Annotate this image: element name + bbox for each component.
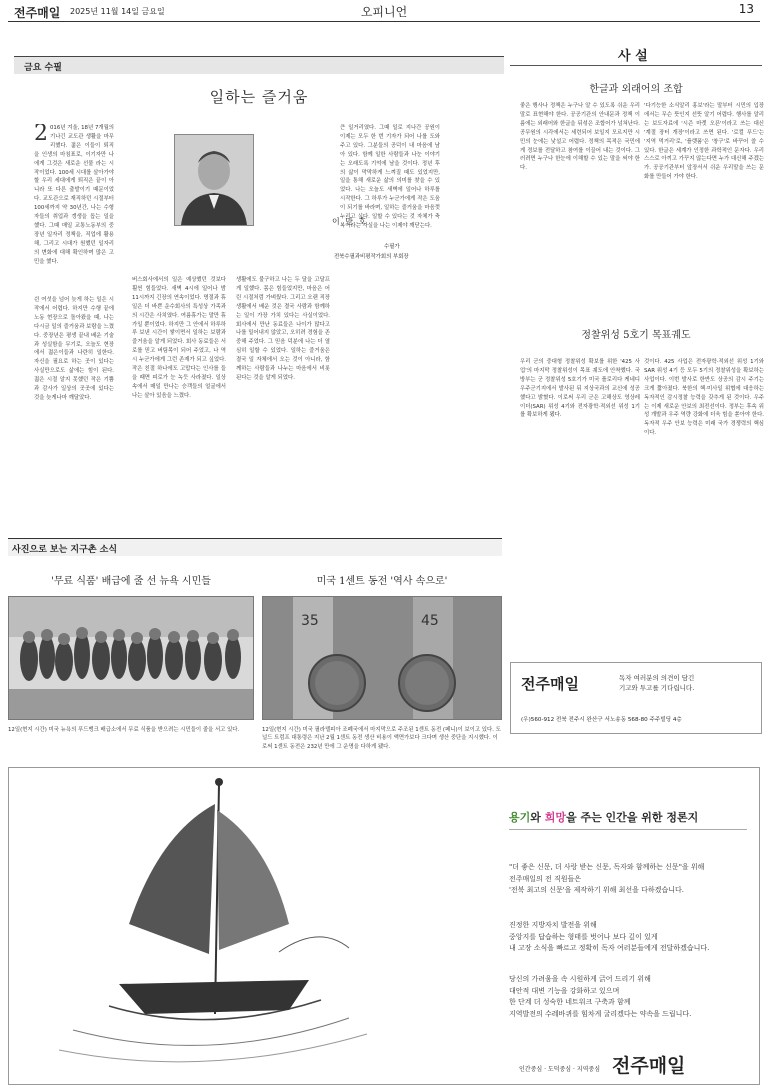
penny-image xyxy=(263,597,501,719)
newspaper-ad xyxy=(8,767,760,1085)
editorial-2-col1-text: 우리 군의 중대형 정찰위성 확보를 위한 '425 사업'의 마지막 정찰위성이 목표 궤도에 안착했다. 국방부는 군 정찰위성 5호기가 미국 플로리다 케네디 우주군기지에서 발사된 뒤 지상국과의 교신에 성공했다고 밝혔다. 이로써 우리 군은 고해상도 영상레이더(SAR) 위성 4기와 전자광학·적외선 위성 1기를 확보하게 됐다. xyxy=(520,359,640,419)
ruler-mark-45: 45 xyxy=(421,613,439,629)
editorial-2-column-1 xyxy=(520,358,640,658)
section-title: 오피니언 xyxy=(360,5,408,19)
ad-title-word-1: 용기 xyxy=(509,811,531,824)
ad-title-word-2: 와 xyxy=(530,811,545,824)
ad-divider xyxy=(509,829,747,830)
ship-illustration xyxy=(49,774,369,1080)
editorial-1-column-2 xyxy=(644,102,764,362)
opinion-address: (우)560-912 전북 전주시 완산구 서노송동 568-80 주주빌딩 4층 xyxy=(521,717,682,723)
editorial-2-col2-text: 것이다. 425 사업은 전자광학·적외선 위성 1기와 SAR 위성 4기 등 모두 5기의 정찰위성을 확보하는 사업이다. 이번 발사로 한반도 상공의 감시 주기는 크게 짧아졌다. 북한의 핵·미사일 위협에 대응하는 독자적인 감시정찰 능력을 갖추게 된 것이다. 우주는 이제 새로운 안보의 최전선이다. 정부는 후속 위성 개발과 우주 역량 강화에 더욱 힘을 쏟아야 한다. 독자적 우주 안보 능력은 미래 국가 경쟁력의 핵심이다. xyxy=(644,359,764,437)
opinion-logo: 전주매일 xyxy=(521,675,579,693)
author-role: 수필가 xyxy=(384,244,400,250)
editorial-2-column-2 xyxy=(644,358,764,658)
ad-logo: 전주매일 xyxy=(612,1055,686,1077)
editorial-label: 사 설 xyxy=(618,49,648,64)
ad-tagline: 인간중심 · 도덕중심 · 지역중심 xyxy=(519,1066,600,1073)
photo-news-bar xyxy=(8,538,502,556)
essay-title: 일하는 즐거움 xyxy=(209,88,309,106)
essay-column-3 xyxy=(236,276,330,512)
page-number: 13 xyxy=(738,2,754,16)
editorial-1-col1-text: 좋은 행사나 정책은 누구나 알 수 있도록 쉬운 우리말로 표현해야 한다. 공공기관의 안내문과 정책 이름에는 외래어와 한글을 뒤섞은 조합어가 넘쳐난다. 공무원의 시각에서는 세련되어 보일지 모르지만 시민의 눈에는 낯설고 어렵다. 정책의 목적은 국민에게 정보를 전달하고 참여를 이끌어 내는 것이다. 그러려면 누구나 한눈에 이해할 수 있는 말을 써야 한다. xyxy=(520,103,640,172)
ad-headline xyxy=(509,809,698,825)
ad-title-word-4: 을 주는 인간을 위한 정론지 xyxy=(566,811,699,824)
reader-submission-box xyxy=(510,662,762,734)
essay-col1-text: 016년 겨울, 18년 7개월의 기나긴 교도관 생활을 마무리했다. 젊은 이들이 퇴직을 인생의 마침표로, 이기자만 나에게 그것은 새로운 선물 라는 시작이었다. 100세 시대를 살아가야 할 우리 세대에게 퇴직은 끝이 아니라 또 다른 출발이기 때문이었다. 교도관으로 재직하던 시절부터 100세까지 약 30년간, 나는 수형자들의 취업과 갱생을 돕는 일을 했다. 그때 매일 교통노동부의 중장년 일자리 정책을, 직업에 활용해, 그리고 시대가 원했던 일자리의 변화에 대해 확인하며 많은 고민을 했다. xyxy=(34,125,114,265)
author-name: 이 만 호 xyxy=(332,217,368,226)
photo-news-label: 사진으로 보는 지구촌 소식 xyxy=(12,545,118,555)
essay-column-4 xyxy=(340,124,440,512)
editorial-1-col2-text: '다기능한 소식알리 홍보'라는 말부터 시민의 입장에서는 무슨 뜻인지 선뜻 알기 어렵다. 행사를 알리는 보도자료에 '시즌 마켓 오픈'이라고 쓰는 대신 '계절 장터 개장'이라고 쓰면 된다. '로컬 푸드'는 '지역 먹거리'로, '플랫폼'은 '창구'로 바꾸어 쓸 수 있다. 한글은 세계가 인정한 과학적인 문자다. 우리 스스로 아끼고 가꾸지 않는다면 누가 대신해 주겠는가. 공공기관부터 앞장서서 쉬운 우리말을 쓰는 문화를 만들어 가야 한다. xyxy=(644,103,764,181)
essay-column-1 xyxy=(34,124,114,292)
essay-col2-text: 버스회사에서의 일은 예상했던 것보다 훨씬 힘들었다. 새벽 4시에 일어나 밤 11시까지 긴장의 연속이었다. 명절과 휴일은 더 바쁜 운수회사의 특성상 가족과의 시간은 사치였다. 여름휴가는 말만 휴가일 뿐이었다. 하지만 그 안에서 하루하루 보낸 시간이 쌓이면서 일하는 보람과 즐거움을 알게 되었다. 회사 동료들은 서로를 믿고 버팀목이 되어 주었고, 나 역시 누군가에게 그런 존재가 되고 싶었다. 작은 친절 하나에도 고맙다는 인사를 들을 때면 피로가 눈 녹듯 사라졌다. 일상 속에서 매일 만나는 승객들의 얼굴에서 나는 살아 있음을 느꼈다. xyxy=(132,277,226,399)
author-portrait xyxy=(174,134,254,226)
photo-2-caption: 12일(현지 시간) 미국 필라델피아 조폐국에서 마지막으로 주조된 1센트 동전 (페니)이 보이고 있다. 도널드 트럼프 대통령은 지난 2월 1센트 동전 생산 비용이 액면가보다 크다며 생산 중단을 지시했다. 이로써 1센트 동전은 232년 만에 그 운명을 다하게 됐다. xyxy=(262,727,501,750)
essay-tag: 금요 수필 xyxy=(24,63,62,73)
opinion-line-2: 기고와 투고를 기다립니다. xyxy=(619,684,695,692)
ad-title-word-3: 희망 xyxy=(544,811,566,824)
drop-cap: 2 xyxy=(34,124,48,146)
food-line-image xyxy=(9,597,253,719)
essay-tag-bar xyxy=(14,56,504,74)
author-affiliation: 전북수필과비평작가회의 부회장 xyxy=(334,254,409,260)
photo-2-title: 미국 1센트 동전 '역사 속으로' xyxy=(316,576,448,587)
ad-paragraph-3: 당신의 가려움을 속 시원하게 긁어 드리기 위해 대안적 대변 기능을 강화하고 있으며 한 단계 더 성숙한 네트워크 구축과 함께 지역발전의 수레바퀴를 힘차게 굴리겠다는 약속을 드립니다. xyxy=(509,975,692,1018)
photo-1-caption: 12일(현지 시간) 미국 뉴욕의 푸드뱅크 배급소에서 무료 식품을 받으려는 시민들이 줄을 서고 있다. xyxy=(8,727,240,733)
essay-col3-text: 생활에도 불구하고 나는 두 달을 고달프게 일했다. 몸은 힘들었지만, 마음은 어린 시절처럼 가벼웠다. 그리고 오랜 직장 생활에서 배운 것은 결국 사람과 함께하는 일이 가장 가치 있다는 사실이었다. 회사에서 만난 동료들은 나이가 많다고 나를 밀어내지 않았고, 오히려 경험을 존중해 주었다. 그 믿음 덕분에 나는 더 열심히 일할 수 있었다. 일하는 즐거움은 결국 일 자체에서 오는 것이 아니라, 함께하는 사람들과 나누는 마음에서 비롯된다는 것을 알게 되었다. xyxy=(236,277,330,381)
editorial-title-1: 한글과 외래어의 조합 xyxy=(589,84,683,95)
essay-column-2 xyxy=(132,276,226,512)
newspaper-logo: 전주매일 xyxy=(14,6,61,20)
issue-date: 2025년 11월 14일 금요일 xyxy=(70,7,165,16)
editorial-header xyxy=(510,40,762,66)
essay-col1b-text: 쉰 여섯을 넘어 늦게 하는 일은 시작에서 어렵다. 하지만 수행 끝에 노동 현장으로 돌아왔을 때, 나는 다시금 일의 즐거움과 보람을 느꼈다. 중장년은 평생 끝내 배운 기술과 성실함을 무기로, 오늘도 현장에서 젊은이들과 나란히 일한다. 자신을 필요로 하는 곳이 있다는 사실만으로도 삶에는 힘이 된다. 젊은 시절 알지 못했던 작은 기쁨과 감사가 일상의 곳곳에 있다는 것을 늦게나마 깨달았다. xyxy=(34,297,114,401)
penny-photo xyxy=(262,596,502,720)
editorial-title-2: 정찰위성 5호기 목표궤도 xyxy=(581,330,691,341)
ad-paragraph-1: "더 좋은 신문, 더 사랑 받는 신문, 독자와 함께하는 신문"을 위해 전주매일의 전 직원들은 '전북 최고의 신문'을 제작하기 위해 최선을 다하겠습니다. xyxy=(509,863,705,894)
editorial-1-column-1 xyxy=(520,102,640,362)
page-header xyxy=(8,0,760,22)
portrait-photo xyxy=(175,135,253,225)
food-line-photo xyxy=(8,596,254,720)
essay-col4-text: 큰 일거리였다. 그때 일로 지나간 공원이 이제는 모두 한 번 기자가 되어 나를 도와주고 있다. 그분들의 공덕이 내 마음에 남아 있다. 함께 일한 사람들과 나눈 이야기는 오래도록 기억에 남을 것이다. 정년 후의 삶이 막막하게 느껴질 때도 있었지만, 일을 통해 새로운 삶의 의미를 찾을 수 있었다. 나는 오늘도 새벽에 일어나 하루를 시작한다. 그 하루가 누군가에게 작은 도움이 되기를 바라며, 일하는 즐거움을 마음껏 누리고 싶다. 일할 수 있다는 것 자체가 축복이라는 사실을 나는 이제야 깨닫는다. xyxy=(340,125,440,229)
photo-1-title: '무료 식품' 배급에 줄 선 뉴욕 시민들 xyxy=(51,576,211,587)
ad-paragraph-2: 진정한 지방자치 발전을 위해 중앙지를 답습하는 형태를 벗어나 보다 깊이 있게 내 고장 소식을 빠르고 정확히 독자 여러분들에게 전달하겠습니다. xyxy=(509,921,710,952)
essay-column-1b xyxy=(34,296,114,512)
editorial-section xyxy=(510,40,762,658)
ruler-mark-35: 35 xyxy=(301,613,319,629)
essay-article xyxy=(14,56,504,518)
opinion-line-1: 독자 여러분의 의견이 담긴 xyxy=(619,674,695,682)
